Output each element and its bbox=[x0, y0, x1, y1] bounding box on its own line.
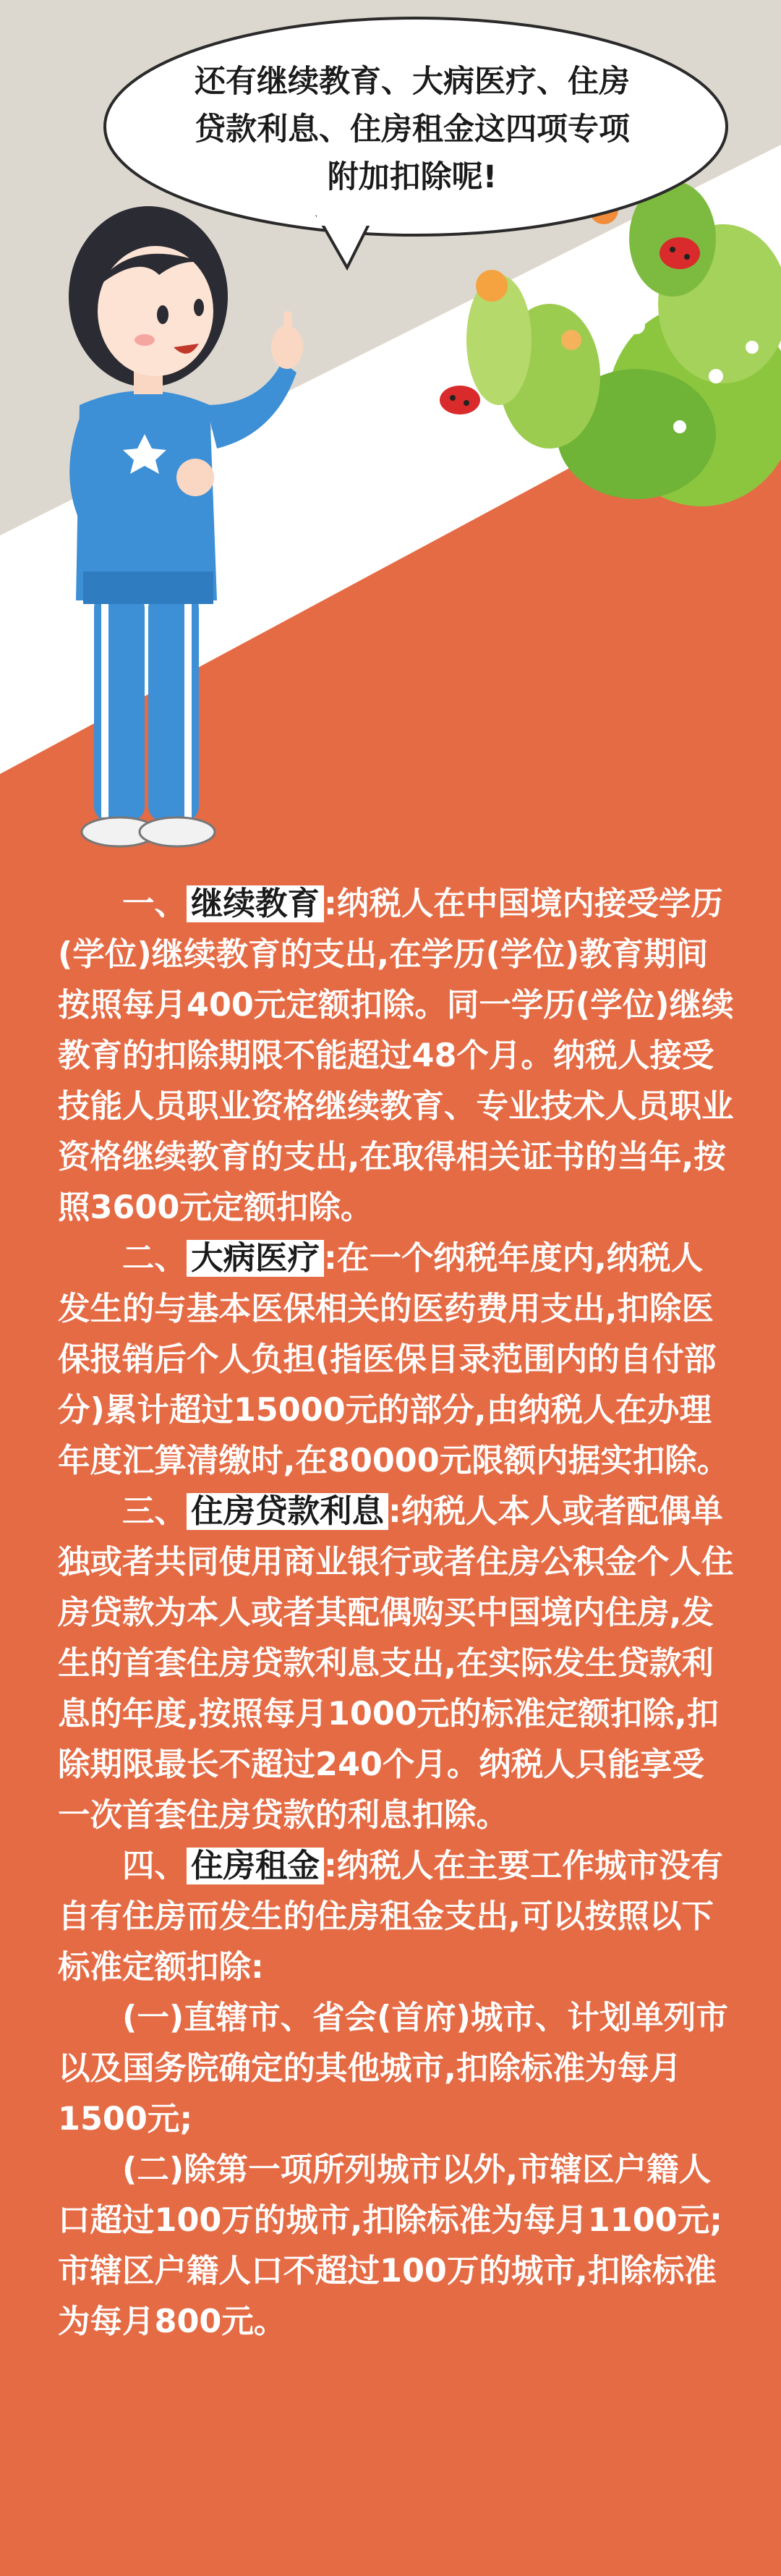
section-number: 二、 bbox=[122, 1240, 187, 1277]
section-serious-illness bbox=[58, 1233, 734, 1487]
section-housing-rent bbox=[58, 1841, 734, 1993]
section-number: 三、 bbox=[122, 1493, 187, 1530]
section-title: 住房贷款利息 bbox=[187, 1493, 388, 1530]
section-mortgage-interest bbox=[58, 1487, 734, 1841]
ladybug-icon bbox=[440, 386, 480, 415]
section-body: :纳税人在主要工作城市没有自有住房而发生的住房租金支出,可以按照以下标准定额扣除: bbox=[58, 1848, 723, 1986]
article-body bbox=[58, 879, 734, 2347]
speech-line: 贷款利息、住房租金这四项专项 bbox=[195, 111, 630, 148]
section-number: 一、 bbox=[122, 885, 187, 922]
section-number: 四、 bbox=[122, 1848, 187, 1884]
speech-line: 还有继续教育、大病医疗、住房 bbox=[195, 64, 630, 100]
section-body: :纳税人在中国境内接受学历(学位)继续教育的支出,在学历(学位)教育期间按照每月400元定额扣除。同一学历(学位)继续教育的扣除期限不能超过48个月。纳税人接受技能人员职业资格继续教育、专业技术人员职业资格继续教育的支出,在取得相关证书的当年,按照3600元定额扣除。 bbox=[58, 885, 734, 1226]
section-title: 大病医疗 bbox=[187, 1240, 324, 1277]
section-body: :纳税人本人或者配偶单独或者共同使用商业银行或者住房公积金个人住房贷款为本人或者其配偶购买中国境内住房,发生的首套住房贷款利息支出,在实际发生贷款利息的年度,按照每月1000元的标准定额扣除,扣除期限最长不超过240个月。纳税人只能享受一次首套住房贷款的利息扣除。 bbox=[58, 1493, 734, 1834]
section-title: 继续教育 bbox=[187, 885, 324, 922]
section-title: 住房租金 bbox=[187, 1848, 324, 1884]
rent-sub-item: (一)直辖市、省会(首府)城市、计划单列市以及国务院确定的其他城市,扣除标准为每月1500元; bbox=[58, 1999, 728, 2138]
speech-line: 附加扣除呢! bbox=[327, 159, 498, 195]
ladybug-icon bbox=[660, 237, 700, 269]
section-continuing-education bbox=[58, 879, 734, 1233]
section-body: :在一个纳税年度内,纳税人发生的与基本医保相关的医药费用支出,扣除医保报销后个人负担(指医保目录范围内的自付部分)累计超过15000元的部分,由纳税人在办理年度汇算清缴时,在80000元限额内据实扣除。 bbox=[58, 1240, 730, 1479]
rent-sub-item: (二)除第一项所列城市以外,市辖区户籍人口超过100万的城市,扣除标准为每月1100元;市辖区户籍人口不超过100万的城市,扣除标准为每月800元。 bbox=[58, 2151, 722, 2340]
speech-bubble-text bbox=[141, 58, 683, 201]
